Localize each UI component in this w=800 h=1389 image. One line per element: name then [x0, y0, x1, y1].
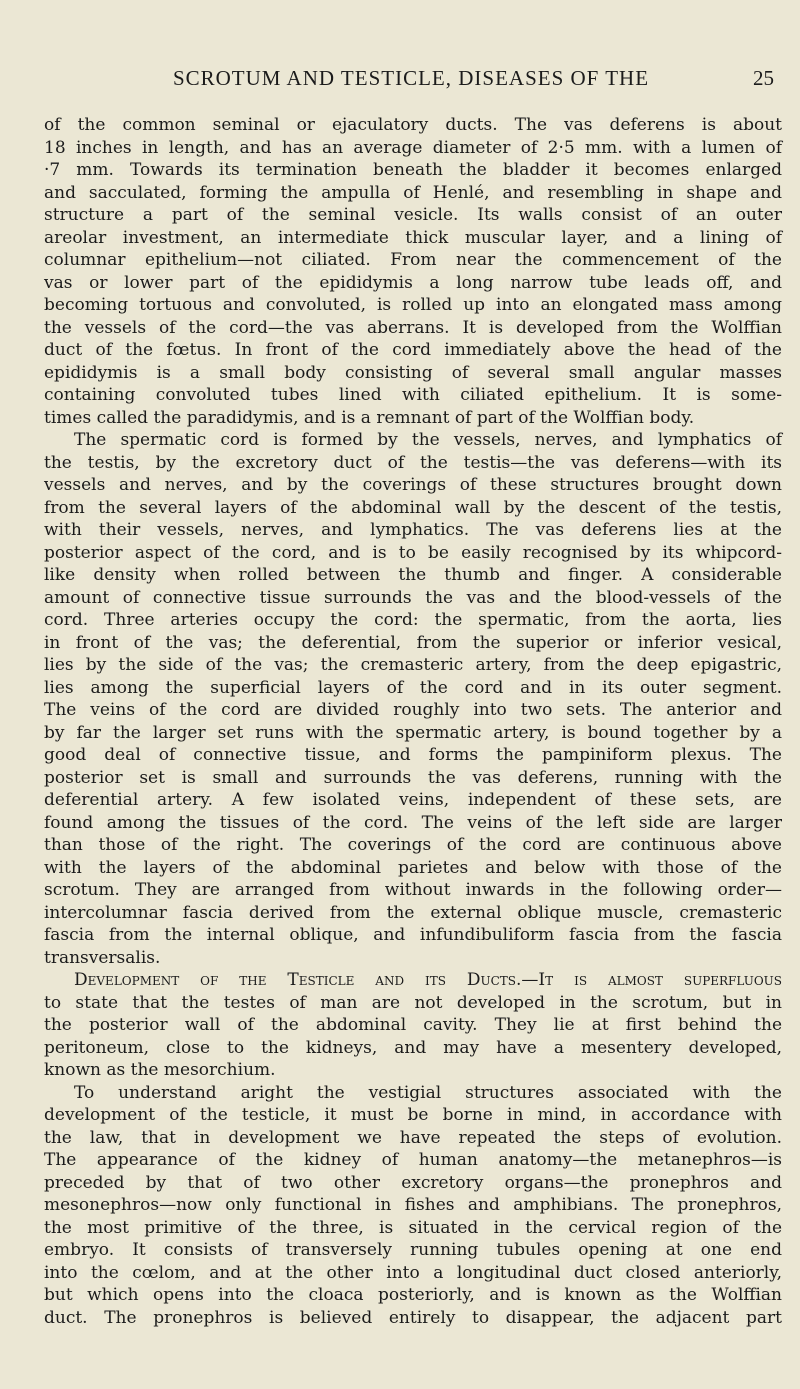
- text-line: duct. The pronephros is believed entirely to disappear, the adjacent part: [44, 1307, 782, 1328]
- text-line: intercolumnar fascia derived from the external oblique muscle, cremasteric: [44, 902, 782, 923]
- text-line: amount of connective tissue surrounds the vas and the blood-vessels of the: [44, 587, 782, 608]
- text-line: containing convoluted tubes lined with ciliated epithelium. It is some-: [44, 385, 782, 405]
- text-line: deferential artery. A few isolated veins, independent of these sets, are: [44, 790, 782, 810]
- text-line: scrotum. They are arranged from without inwards in the following order—: [44, 880, 782, 900]
- text-line: columnar epithelium—not ciliated. From near the commencement of the: [44, 250, 782, 270]
- running-head: [44, 66, 778, 96]
- text-line: peritoneum, close to the kidneys, and may have a mesentery developed,: [44, 1037, 782, 1058]
- text-line: in front of the vas; the deferential, from the superior or inferior vesical,: [44, 632, 782, 653]
- text-line: preceded by that of two other excretory organs—the pronephros and: [44, 1172, 782, 1193]
- text-line: the testis, by the excretory duct of the testis—the vas deferens—with its: [44, 452, 782, 473]
- text-line: vessels and nerves, and by the coverings of these structures brought down: [44, 475, 782, 495]
- text-line: To understand aright the vestigial structures associated with the: [74, 1082, 782, 1103]
- text-line: transversalis.: [44, 947, 161, 968]
- text-line: to state that the testes of man are not developed in the scrotum, but in: [44, 992, 782, 1013]
- text-line: mesonephros—now only functional in fishes and amphibians. The pronephros,: [44, 1195, 782, 1215]
- text-line: and sacculated, forming the ampulla of Henlé, and resembling in shape and: [44, 182, 782, 203]
- text-line: posterior aspect of the cord, and is to be easily recognised by its whipcord-: [44, 542, 782, 563]
- text-line: lies among the superficial layers of the cord and in its outer segment.: [44, 677, 782, 698]
- text-line: the most primitive of the three, is situated in the cervical region of the: [44, 1217, 782, 1238]
- text-line: of the common seminal or ejaculatory ducts. The vas deferens is about: [44, 115, 782, 135]
- text-line: epididymis is a small body consisting of several small angular masses: [44, 362, 782, 383]
- text-line: embryo. It consists of transversely running tubules opening at one end: [44, 1240, 782, 1260]
- text-line: times called the paradidymis, and is a remnant of part of the Wolffian body.: [44, 407, 695, 428]
- text-line: known as the mesorchium.: [44, 1060, 276, 1080]
- text-line: with the layers of the abdominal parietes and below with those of the: [44, 857, 782, 878]
- text-line: posterior set is small and surrounds the vas deferens, running with the: [44, 767, 782, 788]
- text-line: the vessels of the cord—the vas aberrans. It is developed from the Wolffian: [44, 317, 782, 338]
- text-line: good deal of connective tissue, and forms the pampiniform plexus. The: [44, 745, 782, 765]
- text-line: structure a part of the seminal vesicle. Its walls consist of an outer: [44, 205, 782, 225]
- text-line: but which opens into the cloaca posteriorly, and is known as the Wolffian: [44, 1285, 782, 1305]
- text-line: the posterior wall of the abdominal cavity. They lie at first behind the: [44, 1015, 782, 1035]
- text-line: cord. Three arteries occupy the cord: the spermatic, from the aorta, lies: [44, 610, 782, 630]
- text-line: with their vessels, nerves, and lymphatics. The vas deferens lies at the: [44, 520, 782, 540]
- text-line: Development of the Testicle and its Ducts.—It is almost superfluous: [74, 970, 782, 990]
- text-line: by far the larger set runs with the spermatic artery, is bound together by a: [44, 722, 782, 743]
- text-line: 18 inches in length, and has an average diameter of 2·5 mm. with a lumen of: [44, 137, 782, 158]
- text-line: lies by the side of the vas; the cremasteric artery, from the deep epigastric,: [44, 655, 782, 675]
- text-line: into the cœlom, and at the other into a longitudinal duct closed anteriorly,: [44, 1262, 782, 1283]
- text-line: becoming tortuous and convoluted, is rolled up into an elongated mass among: [44, 295, 782, 315]
- text-line: fascia from the internal oblique, and infundibuliform fascia from the fascia: [44, 925, 782, 945]
- text-line: ·7 mm. Towards its termination beneath the bladder it becomes enlarged: [44, 160, 782, 180]
- text-line: areolar investment, an intermediate thick muscular layer, and a lining of: [44, 227, 782, 248]
- body-text: [44, 114, 782, 1329]
- text-line: development of the testicle, it must be borne in mind, in accordance with: [44, 1105, 782, 1125]
- text-line: The veins of the cord are divided roughly into two sets. The anterior and: [44, 700, 782, 720]
- page-number: 25: [753, 66, 774, 90]
- text-line: The appearance of the kidney of human anatomy—the metanephros—is: [44, 1150, 782, 1170]
- text-line: the law, that in development we have repeated the steps of evolution.: [44, 1127, 782, 1148]
- text-line: from the several layers of the abdominal wall by the descent of the testis,: [44, 497, 782, 518]
- text-line: found among the tissues of the cord. The veins of the left side are larger: [44, 812, 782, 833]
- text-line: The spermatic cord is formed by the vessels, nerves, and lymphatics of: [74, 430, 782, 450]
- text-line: vas or lower part of the epididymis a long narrow tube leads off, and: [44, 272, 782, 293]
- running-title: SCROTUM AND TESTICLE, DISEASES OF THE: [172, 66, 650, 90]
- text-line: than those of the right. The coverings of the cord are continuous above: [44, 835, 782, 855]
- text-line: like density when rolled between the thumb and finger. A considerable: [44, 565, 782, 585]
- text-line: duct of the fœtus. In front of the cord immediately above the head of the: [44, 340, 782, 360]
